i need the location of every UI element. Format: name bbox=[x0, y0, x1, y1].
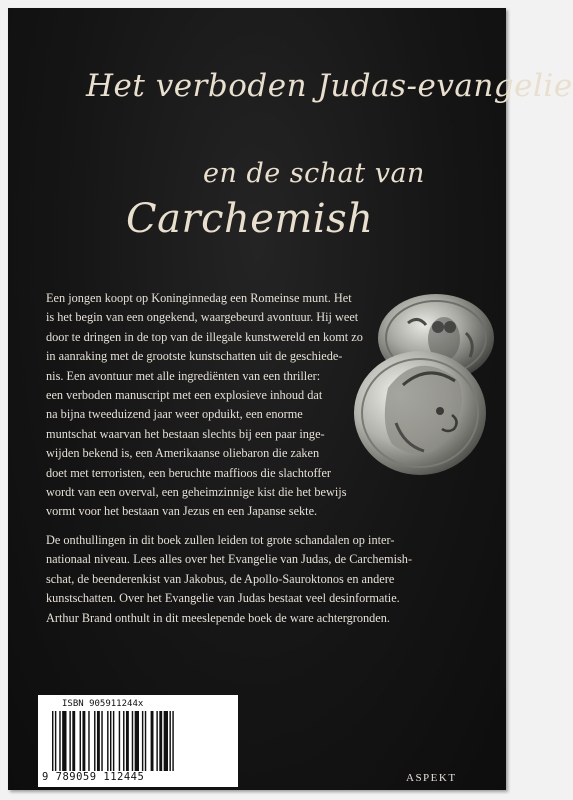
publisher-name: ASPEKT bbox=[406, 772, 457, 784]
barcode bbox=[38, 695, 238, 787]
blurb-line: muntschat waarvan het bestaan slechts bij een paar inge- bbox=[46, 426, 325, 441]
blurb-line: door te dringen in de top van de illegale kunstwereld en komt zo bbox=[46, 329, 363, 344]
isbn-label: ISBN 905911244x bbox=[62, 699, 144, 709]
barcode-bar bbox=[55, 711, 56, 771]
blurb-line: wordt van een overval, een geheimzinnige kist die het bewijs bbox=[46, 485, 347, 500]
barcode-bar bbox=[135, 711, 139, 771]
barcode-bar bbox=[172, 711, 173, 771]
barcode-bar bbox=[52, 711, 53, 771]
barcode-bar bbox=[145, 711, 146, 771]
barcode-bar bbox=[69, 711, 70, 771]
blurb-line: Arthur Brand onthult in dit meeslepende boek de ware achtergronden. bbox=[46, 610, 390, 625]
barcode-bar bbox=[101, 711, 102, 771]
blurb-line: vormt voor het bestaan van Jezus en een Japanse sekte. bbox=[46, 504, 318, 519]
blurb-paragraph-2 bbox=[46, 531, 486, 628]
barcode-bar bbox=[164, 711, 168, 771]
ean-digits: 9 789059 112445 bbox=[42, 771, 145, 783]
blurb-line: schat, de beenderenkist van Jakobus, de Apollo-Sauroktonos en andere bbox=[46, 571, 395, 586]
barcode-bar bbox=[59, 711, 60, 771]
blurb-line: De onthullingen in dit boek zullen leiden tot grote schandalen op inter- bbox=[46, 533, 395, 547]
blurb-line: in aanraking met de grootste kunstschatten uit de geschiede- bbox=[46, 349, 343, 364]
barcode-bar bbox=[159, 711, 162, 771]
barcode-bar bbox=[142, 711, 143, 771]
barcode-bar bbox=[107, 711, 108, 771]
barcode-bars bbox=[50, 711, 226, 771]
barcode-bar bbox=[88, 711, 89, 771]
barcode-bar bbox=[97, 711, 100, 771]
barcode-bar bbox=[110, 711, 111, 771]
blurb-line: doet met terroristen, een beruchte maffioos die slachtoffer bbox=[46, 465, 331, 480]
barcode-bar bbox=[169, 711, 170, 771]
barcode-bar bbox=[82, 711, 85, 771]
blurb-paragraph-1 bbox=[46, 289, 366, 522]
barcode-bar bbox=[123, 711, 124, 771]
barcode-bar bbox=[94, 711, 95, 771]
blurb-line: nationaal niveau. Lees alles over het Evangelie van Judas, de Carchemish- bbox=[46, 552, 413, 567]
title-line-2: en de schat van bbox=[203, 158, 425, 189]
blurb-line: is het begin van een ongekend, waargebeurd avontuur. Hij weet bbox=[46, 310, 359, 325]
barcode-bar bbox=[132, 711, 133, 771]
blurb-line: na bijna tweeduizend jaar weer opduikt, een enorme bbox=[46, 407, 303, 422]
title-line-1: Het verboden Judas-evangelie bbox=[86, 68, 573, 104]
blurb-line: wijden bekend is, een Amerikaanse oliebaron die zaken bbox=[46, 446, 320, 461]
barcode-bar bbox=[113, 711, 114, 771]
blurb-line: nis. Een avontuur met alle ingrediënten van een thriller: bbox=[46, 368, 321, 383]
barcode-bar bbox=[126, 711, 129, 771]
blurb-line: kunstschatten. Over het Evangelie van Judas bestaat veel desinformatie. bbox=[46, 591, 400, 606]
barcode-bar bbox=[151, 711, 154, 771]
barcode-bar bbox=[80, 711, 81, 771]
blurb-line: Een jongen koopt op Koninginnedag een Romeinse munt. Het bbox=[46, 291, 352, 305]
book-back-cover bbox=[8, 8, 573, 790]
blurb-line: een verboden manuscript met een explosieve inhoud dat bbox=[46, 388, 323, 403]
barcode-bar bbox=[156, 711, 157, 771]
title-line-3: Carchemish bbox=[126, 196, 374, 242]
barcode-bar bbox=[62, 711, 66, 771]
barcode-bar bbox=[119, 711, 120, 771]
barcode-bar bbox=[72, 711, 75, 771]
